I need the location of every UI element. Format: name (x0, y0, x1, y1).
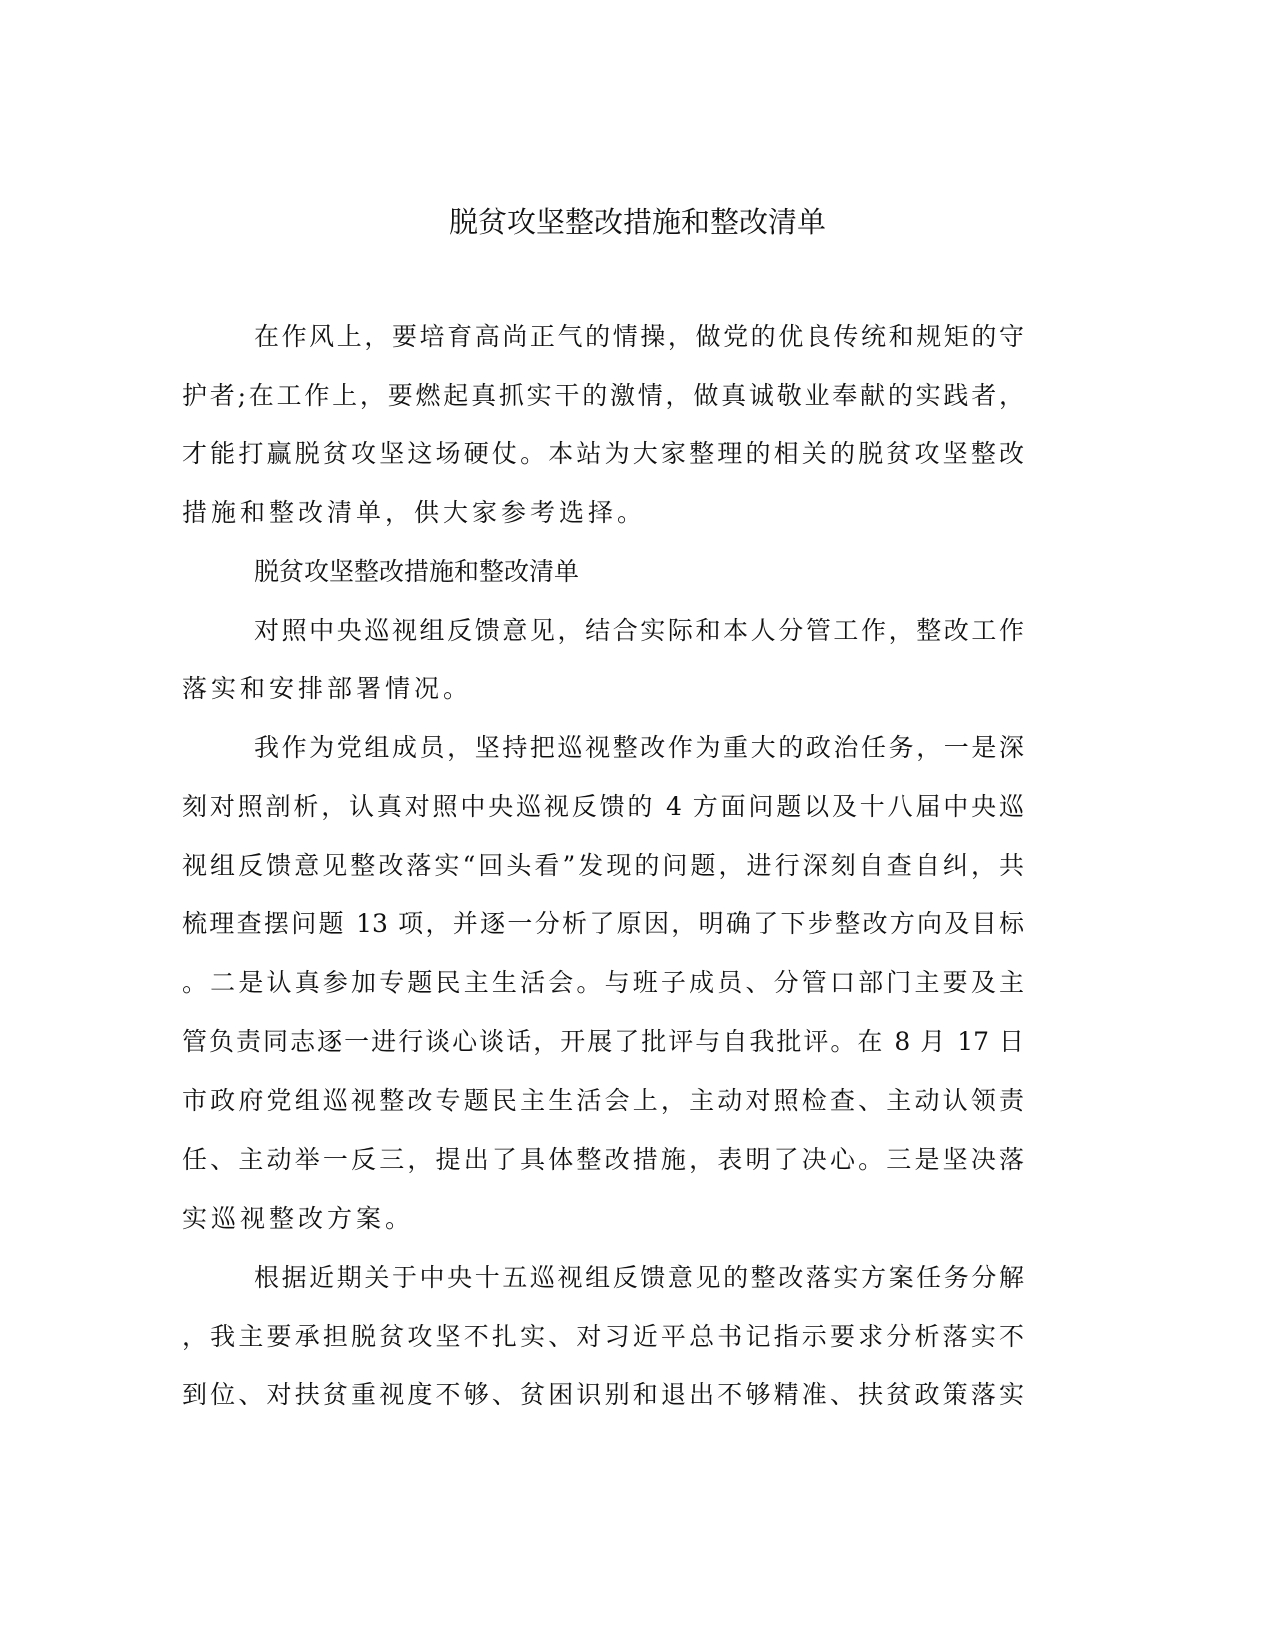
paragraph-line: 刻对照剖析，认真对照中央巡视反馈的 4 方面问题以及十八届中央巡 (182, 792, 1024, 821)
paragraph-line: 我作为党组成员，坚持把巡视整改作为重大的政治任务，一是深 (254, 733, 1024, 762)
document-title: 脱贫攻坚整改措施和整改清单 (448, 205, 826, 239)
paragraph-line: 。二是认真参加专题民主生活会。与班子成员、分管口部门主要及主 (182, 968, 1024, 997)
paragraph-line: 管负责同志逐一进行谈心谈话，开展了批评与自我批评。在 8 月 17 日 (182, 1027, 1024, 1056)
paragraph-line: 措施和整改清单，供大家参考选择。 (182, 498, 647, 527)
paragraph-line: 护者;在工作上，要燃起真抓实干的激情，做真诚敬业奉献的实践者， (182, 381, 1024, 410)
paragraph-line: 落实和安排部署情况。 (182, 674, 473, 703)
paragraph-line: 梳理查摆问题 13 项，并逐一分析了原因，明确了下步整改方向及目标 (182, 909, 1024, 938)
paragraph-line: 在作风上，要培育高尚正气的情操，做党的优良传统和规矩的守 (254, 322, 1024, 351)
paragraph-line: 根据近期关于中央十五巡视组反馈意见的整改落实方案任务分解 (254, 1263, 1024, 1292)
paragraph-line: ，我主要承担脱贫攻坚不扎实、对习近平总书记指示要求分析落实不 (182, 1322, 1024, 1351)
paragraph-line: 实巡视整改方案。 (182, 1204, 415, 1233)
paragraph-line: 对照中央巡视组反馈意见，结合实际和本人分管工作，整改工作 (254, 616, 1024, 645)
paragraph-line: 到位、对扶贫重视度不够、贫困识别和退出不够精准、扶贫政策落实 (182, 1380, 1024, 1409)
paragraph-line: 视组反馈意见整改落实“回头看”发现的问题，进行深刻自查自纠，共 (182, 851, 1024, 880)
paragraph-line: 才能打赢脱贫攻坚这场硬仗。本站为大家整理的相关的脱贫攻坚整改 (182, 439, 1024, 468)
paragraph-line: 任、主动举一反三，提出了具体整改措施，表明了决心。三是坚决落 (182, 1145, 1024, 1174)
paragraph-line: 市政府党组巡视整改专题民主生活会上，主动对照检查、主动认领责 (182, 1086, 1024, 1115)
section-heading: 脱贫攻坚整改措施和整改清单 (254, 557, 580, 586)
